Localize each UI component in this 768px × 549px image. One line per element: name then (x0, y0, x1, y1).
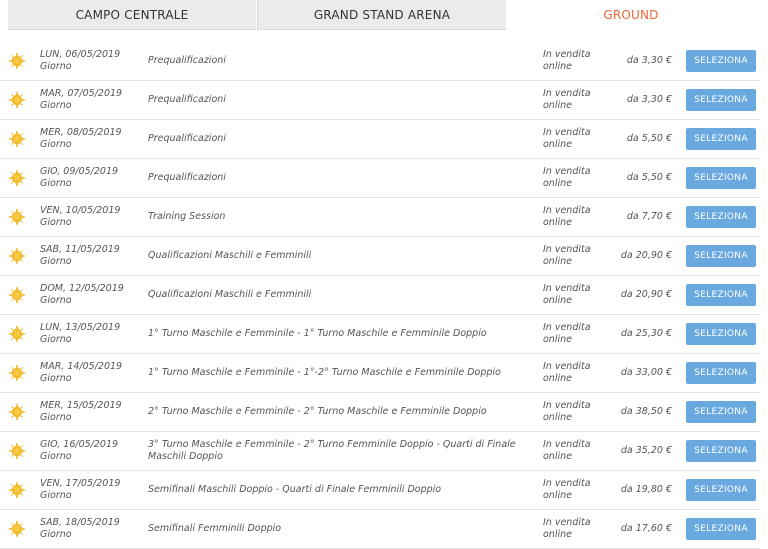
event-date: GIO, 09/05/2019 (40, 166, 119, 177)
sale-status-line1: In vendita (543, 127, 591, 138)
event-price: da 5,50 € (626, 172, 672, 183)
event-date-block (40, 361, 140, 385)
event-date: DOM, 12/05/2019 (40, 283, 124, 294)
event-description: Prequalificazioni (148, 55, 226, 66)
sun-icon (8, 325, 26, 343)
event-session: Giorno (40, 217, 72, 228)
event-row (0, 510, 760, 549)
sun-icon (8, 481, 26, 499)
sale-status-line1: In vendita (543, 322, 591, 333)
event-date-block (40, 283, 140, 307)
sale-status-line1: In vendita (543, 283, 591, 294)
event-price: da 7,70 € (626, 211, 672, 222)
select-button[interactable]: SELEZIONA (686, 50, 756, 72)
event-date-block (40, 127, 140, 151)
sale-status-line1: In vendita (543, 400, 591, 411)
event-session: Giorno (40, 334, 72, 345)
event-price: da 33,00 € (620, 367, 672, 378)
select-button[interactable]: SELEZIONA (686, 206, 756, 228)
select-button[interactable]: SELEZIONA (686, 440, 756, 462)
select-button[interactable]: SELEZIONA (686, 284, 756, 306)
sale-status-line1: In vendita (543, 166, 591, 177)
event-date-block (40, 49, 140, 73)
event-row (0, 81, 760, 120)
event-description: Semifinali Maschili Doppio - Quarti di Finale Femminili Doppio (148, 484, 442, 495)
event-description: Prequalificazioni (148, 94, 226, 105)
sun-icon (8, 208, 26, 226)
event-description: Qualificazioni Maschili e Femminili (148, 250, 312, 261)
select-button[interactable]: SELEZIONA (686, 518, 756, 540)
sale-status-line2: online (543, 451, 572, 462)
event-price: da 35,20 € (620, 445, 672, 456)
sun-icon (8, 403, 26, 421)
event-date: SAB, 18/05/2019 (40, 517, 120, 528)
tab-grand-stand-arena[interactable]: GRAND STAND ARENA (257, 0, 506, 30)
event-description: Prequalificazioni (148, 172, 226, 183)
event-session: Giorno (40, 256, 72, 267)
sale-status-line1: In vendita (543, 361, 591, 372)
event-price: da 5,50 € (626, 133, 672, 144)
event-row (0, 315, 760, 354)
event-date: VEN, 10/05/2019 (40, 205, 121, 216)
event-session: Giorno (40, 178, 72, 189)
event-date-block (40, 439, 140, 463)
event-session: Giorno (40, 451, 72, 462)
select-button[interactable]: SELEZIONA (686, 128, 756, 150)
event-date: LUN, 06/05/2019 (40, 49, 121, 60)
sale-status-line2: online (543, 334, 572, 345)
sun-icon (8, 91, 26, 109)
sale-status-line1: In vendita (543, 244, 591, 255)
event-description: Prequalificazioni (148, 133, 226, 144)
event-session: Giorno (40, 529, 72, 540)
event-price: da 20,90 € (620, 250, 672, 261)
event-description: Qualificazioni Maschili e Femminili (148, 289, 312, 300)
sale-status-line2: online (543, 295, 572, 306)
select-button[interactable]: SELEZIONA (686, 323, 756, 345)
event-row (0, 393, 760, 432)
event-session: Giorno (40, 61, 72, 72)
event-row (0, 237, 760, 276)
event-row (0, 42, 760, 81)
sun-icon (8, 520, 26, 538)
event-date-block (40, 478, 140, 502)
event-description: Training Session (148, 211, 226, 222)
event-session: Giorno (40, 490, 72, 501)
select-button[interactable]: SELEZIONA (686, 362, 756, 384)
sun-icon (8, 130, 26, 148)
sale-status-line2: online (543, 178, 572, 189)
select-button[interactable]: SELEZIONA (686, 479, 756, 501)
select-button[interactable]: SELEZIONA (686, 167, 756, 189)
tab-ground[interactable]: GROUND (507, 0, 755, 30)
sale-status-line1: In vendita (543, 517, 591, 528)
sale-status-line1: In vendita (543, 205, 591, 216)
event-price: da 38,50 € (620, 406, 672, 417)
select-button[interactable]: SELEZIONA (686, 89, 756, 111)
event-list (0, 42, 768, 549)
sun-icon (8, 442, 26, 460)
sun-icon (8, 286, 26, 304)
event-row (0, 354, 760, 393)
sale-status-line2: online (543, 139, 572, 150)
event-row (0, 159, 760, 198)
event-description: Semifinali Femminili Doppio (148, 523, 282, 534)
event-date: LUN, 13/05/2019 (40, 322, 121, 333)
sale-status-line1: In vendita (543, 49, 591, 60)
event-row (0, 120, 760, 159)
sale-status-line2: online (543, 529, 572, 540)
event-price: da 17,60 € (620, 523, 672, 534)
event-date: MAR, 14/05/2019 (40, 361, 123, 372)
sale-status-line2: online (543, 61, 572, 72)
sale-status-line2: online (543, 490, 572, 501)
event-date: VEN, 17/05/2019 (40, 478, 121, 489)
tab-campo-centrale[interactable]: CAMPO CENTRALE (8, 0, 256, 30)
event-date: MAR, 07/05/2019 (40, 88, 123, 99)
event-session: Giorno (40, 412, 72, 423)
event-date-block (40, 517, 140, 541)
event-description: 1° Turno Maschile e Femminile - 1°-2° Turno Maschile e Femminile Doppio (148, 367, 501, 378)
event-description: 3° Turno Maschile e Femminile - 2° Turno Femminile Doppio - Quarti di Finale Maschili Doppio (148, 439, 516, 462)
event-date-block (40, 400, 140, 424)
sale-status-line1: In vendita (543, 439, 591, 450)
event-price: da 25,30 € (620, 328, 672, 339)
sun-icon (8, 247, 26, 265)
event-description: 1° Turno Maschile e Femminile - 1° Turno Maschile e Femminile Doppio (148, 328, 487, 339)
event-description: 2° Turno Maschile e Femminile - 2° Turno Maschile e Femminile Doppio (148, 406, 487, 417)
event-price: da 3,30 € (626, 55, 672, 66)
event-date-block (40, 88, 140, 112)
event-date-block (40, 205, 140, 229)
venue-tabs (0, 0, 768, 30)
sun-icon (8, 169, 26, 187)
sale-status-line2: online (543, 217, 572, 228)
event-row (0, 198, 760, 237)
sun-icon (8, 364, 26, 382)
event-date-block (40, 244, 140, 268)
event-date: GIO, 16/05/2019 (40, 439, 119, 450)
sale-status-line2: online (543, 412, 572, 423)
sale-status-line2: online (543, 100, 572, 111)
sale-status-line1: In vendita (543, 478, 591, 489)
select-button[interactable]: SELEZIONA (686, 401, 756, 423)
event-date-block (40, 322, 140, 346)
event-date-block (40, 166, 140, 190)
event-price: da 19,80 € (620, 484, 672, 495)
select-button[interactable]: SELEZIONA (686, 245, 756, 267)
event-price: da 20,90 € (620, 289, 672, 300)
event-session: Giorno (40, 139, 72, 150)
sale-status-line1: In vendita (543, 88, 591, 99)
sale-status-line2: online (543, 256, 572, 267)
event-date: SAB, 11/05/2019 (40, 244, 120, 255)
event-session: Giorno (40, 373, 72, 384)
sale-status-line2: online (543, 373, 572, 384)
event-date: MER, 08/05/2019 (40, 127, 122, 138)
event-date: MER, 15/05/2019 (40, 400, 122, 411)
event-row (0, 471, 760, 510)
event-session: Giorno (40, 295, 72, 306)
event-price: da 3,30 € (626, 94, 672, 105)
sun-icon (8, 52, 26, 70)
event-row (0, 276, 760, 315)
event-row (0, 432, 760, 471)
event-session: Giorno (40, 100, 72, 111)
